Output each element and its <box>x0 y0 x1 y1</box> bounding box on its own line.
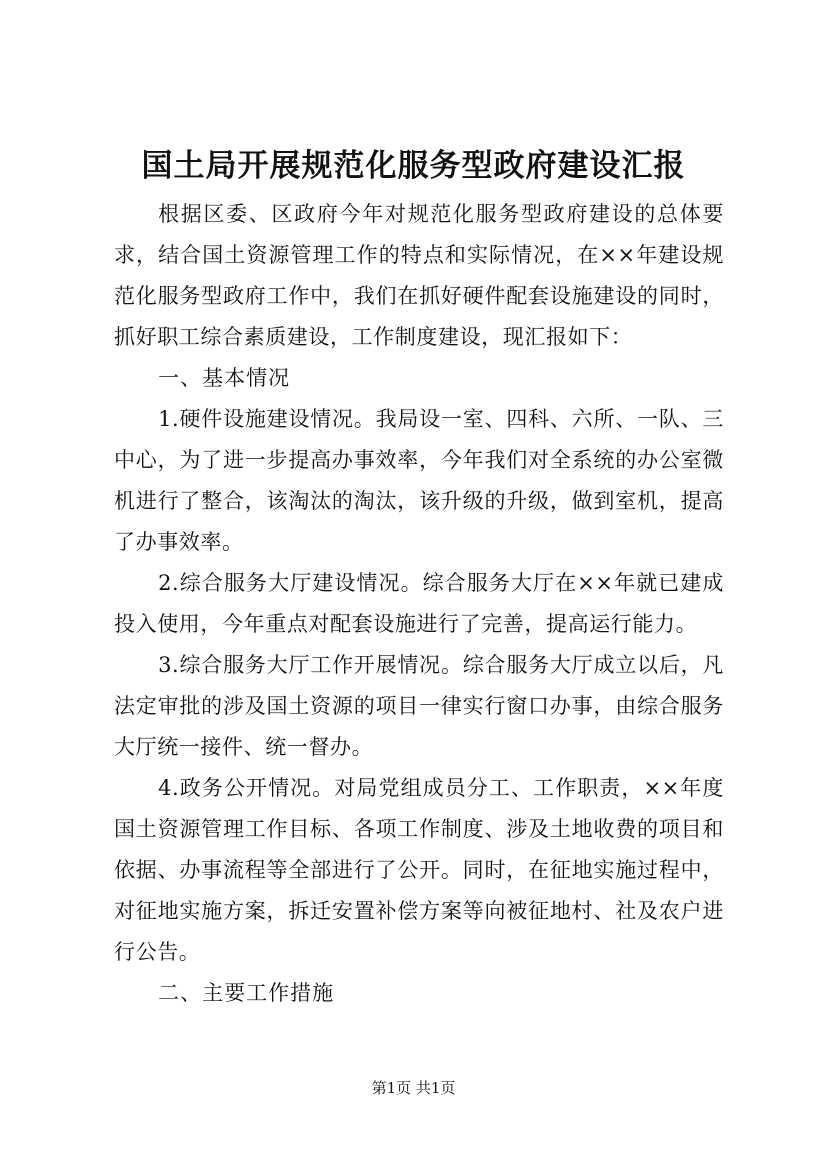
section-heading-measures: 二、主要工作措施 <box>158 981 335 1005</box>
section-heading-basic: 一、基本情况 <box>158 366 291 390</box>
paragraph-public-affairs: 4.政务公开情况。对局党组成员分工、工作职责，××年度国土资源管理工作目标、各项工作制度、涉及土地收费的项目和依据、办事流程等全部进行了公开。同时，在征地实施过程中，对征地实施方案，拆迁安置补偿方案等向被征地村、社及农户进行公告。 <box>114 776 724 964</box>
page-footer: 第1页 共1页 <box>371 1079 456 1097</box>
intro-paragraph: 根据区委、区政府今年对规范化服务型政府建设的总体要求，结合国土资源管理工作的特点和实际情况，在××年建设规范化服务型政府工作中，我们在抓好硬件配套设施建设的同时，抓好职工综合素质建设，工作制度建设，现汇报如下： <box>114 202 724 349</box>
paragraph-hardware: 1.硬件设施建设情况。我局设一室、四科、六所、一队、三中心，为了进一步提高办事效率，今年我们对全系统的办公室微机进行了整合，该淘汰的淘汰，该升级的升级，做到室机，提高了办事效率。 <box>114 407 724 554</box>
paragraph-hall-construction: 2.综合服务大厅建设情况。综合服务大厅在××年就已建成投入使用，今年重点对配套设施进行了完善，提高运行能力。 <box>114 571 724 636</box>
document-body <box>114 194 724 1014</box>
paragraph-hall-work: 3.综合服务大厅工作开展情况。综合服务大厅成立以后，凡法定审批的涉及国土资源的项目一律实行窗口办事，由综合服务大厅统一接件、统一督办。 <box>114 653 724 759</box>
document-title: 国土局开展规范化服务型政府建设汇报 <box>141 148 686 184</box>
